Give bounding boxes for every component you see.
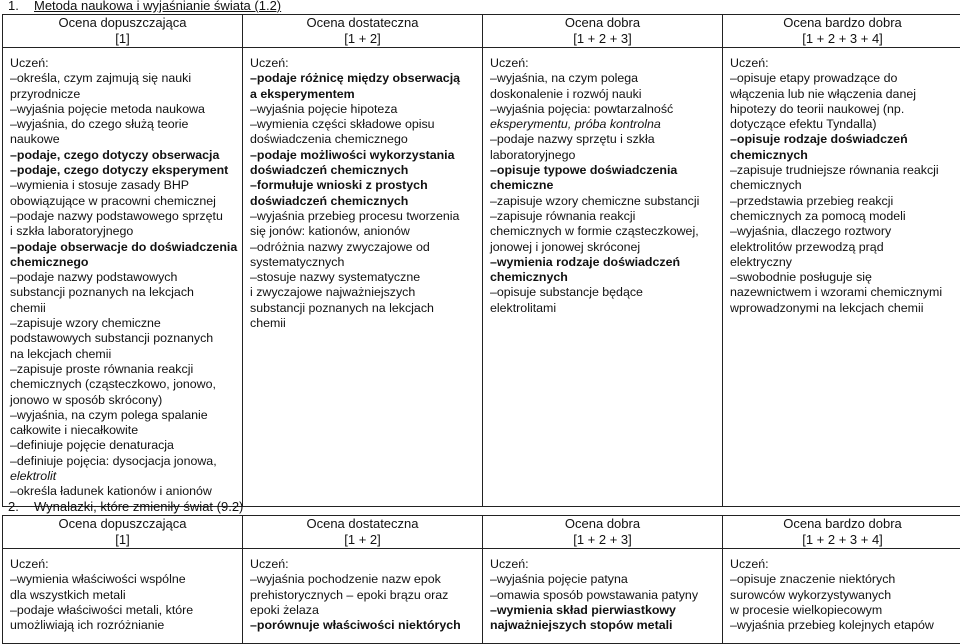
header-grade-1: Ocena dopuszczająca [1]	[3, 516, 243, 549]
header-row	[3, 15, 960, 48]
requirement-line: substancji poznanych na lekcjach	[10, 285, 242, 300]
requirement-line: –wymienia właściwości wspólne	[10, 572, 242, 587]
requirement-line: elektryczny	[730, 255, 960, 270]
grades-table-2	[2, 515, 960, 644]
requirement-line: dla wszystkich metali	[10, 588, 242, 603]
requirement-line: –wyjaśnia, dlaczego roztwory	[730, 224, 960, 239]
requirement-line: hipotezy do teorii naukowej (np.	[730, 102, 960, 117]
requirement-line: –wyjaśnia pojęcie hipoteza	[250, 102, 482, 117]
section-2-title	[8, 499, 243, 515]
header-grade-2: Ocena dostateczna [1 + 2]	[243, 15, 483, 48]
header-grade-3: Ocena dobra [1 + 2 + 3]	[483, 516, 723, 549]
header-grade-1: Ocena dopuszczająca [1]	[3, 15, 243, 48]
requirement-line: –opisuje typowe doświadczenia	[490, 163, 722, 178]
requirement-line: –definiuje pojęcia: dysocjacja jonowa,	[10, 454, 242, 469]
requirement-line: chemicznego	[10, 255, 242, 270]
requirement-line: –przedstawia przebieg reakcji	[730, 194, 960, 209]
requirement-line: –opisuje substancje będące	[490, 285, 722, 300]
requirements-cell	[243, 48, 483, 507]
requirement-line: –zapisuje wzory chemiczne	[10, 316, 242, 331]
requirements-row	[3, 48, 960, 507]
requirement-line: –opisuje etapy prowadzące do	[730, 71, 960, 86]
requirement-line: i zwyczajowe najważniejszych	[250, 285, 482, 300]
requirements-cell	[3, 549, 243, 644]
section-1-title	[8, 0, 281, 14]
section-heading: Metoda naukowa i wyjaśnianie świata (1.2)	[34, 0, 281, 13]
requirement-line: elektrolitami	[490, 301, 722, 316]
requirement-line: –formułuje wnioski z prostych	[250, 178, 482, 193]
section-number: 1.	[8, 0, 34, 14]
requirement-line: chemii	[10, 301, 242, 316]
requirement-line: a eksperymentem	[250, 87, 482, 102]
requirement-line: naukowe	[10, 132, 242, 147]
requirement-line: –podaje, czego dotyczy eksperyment	[10, 163, 242, 178]
requirement-line: –opisuje rodzaje doświadczeń	[730, 132, 960, 147]
requirement-line: elektrolit	[10, 469, 242, 484]
student-label: Uczeń:	[10, 56, 242, 71]
requirement-line: –podaje obserwacje do doświadczenia	[10, 240, 242, 255]
requirement-line: –wyjaśnia pochodzenie nazw epok	[250, 572, 482, 587]
requirements-row	[3, 549, 960, 644]
requirement-line: substancji poznanych na lekcjach	[250, 301, 482, 316]
requirement-line: –porównuje właściwości niektórych	[250, 618, 482, 633]
requirement-line: –podaje nazwy sprzętu i szkła	[490, 132, 722, 147]
student-label: Uczeń:	[730, 56, 960, 71]
requirement-line: umożliwiają ich rozróżnianie	[10, 618, 242, 633]
section-number: 2.	[8, 499, 34, 515]
requirement-line: –określa ładunek kationów i anionów	[10, 484, 242, 499]
requirement-line: w procesie wielkopiecowym	[730, 603, 960, 618]
requirement-line: i szkła laboratoryjnego	[10, 224, 242, 239]
requirement-line: –podaje właściwości metali, które	[10, 603, 242, 618]
requirement-line: –podaje, czego dotyczy obserwacja	[10, 148, 242, 163]
student-label: Uczeń:	[730, 557, 960, 572]
student-label: Uczeń:	[250, 56, 482, 71]
requirement-line: wprowadzonymi na lekcjach chemii	[730, 301, 960, 316]
header-row	[3, 516, 960, 549]
requirement-line: chemiczne	[490, 178, 722, 193]
requirement-line: –wyjaśnia, na czym polega	[490, 71, 722, 86]
requirements-cell	[483, 549, 723, 644]
requirement-line: –odróżnia nazwy zwyczajowe od	[250, 240, 482, 255]
requirement-line: całkowite i niecałkowite	[10, 423, 242, 438]
requirement-line: chemicznych	[490, 270, 722, 285]
requirement-line: –swobodnie posługuje się	[730, 270, 960, 285]
requirement-line: elektrolitów przewodzą prąd	[730, 240, 960, 255]
requirement-line: chemicznych w formie cząsteczkowej,	[490, 224, 722, 239]
requirement-line: jonowo w sposób skrócony)	[10, 393, 242, 408]
requirement-line: chemicznych (cząsteczkowo, jonowo,	[10, 377, 242, 392]
requirements-cell	[723, 549, 960, 644]
requirement-line: chemicznych	[730, 178, 960, 193]
requirement-line: –wymienia części składowe opisu	[250, 117, 482, 132]
section-heading: Wynalazki, które zmieniły świat (9.2)	[34, 499, 243, 514]
requirement-line: –podaje możliwości wykorzystania	[250, 148, 482, 163]
requirement-line: doskonalenie i rozwój nauki	[490, 87, 722, 102]
requirement-line: przyrodnicze	[10, 87, 242, 102]
requirement-line: –wymienia rodzaje doświadczeń	[490, 255, 722, 270]
header-grade-4: Ocena bardzo dobra [1 + 2 + 3 + 4]	[723, 516, 960, 549]
requirement-line: –wyjaśnia pojęcie patyna	[490, 572, 722, 587]
requirement-line: najważniejszych stopów metali	[490, 618, 722, 633]
requirements-cell	[483, 48, 723, 507]
grades-table-1	[2, 14, 960, 507]
header-grade-3: Ocena dobra [1 + 2 + 3]	[483, 15, 723, 48]
requirement-line: –zapisuje proste równania reakcji	[10, 362, 242, 377]
requirement-line: systematycznych	[250, 255, 482, 270]
requirement-line: na lekcjach chemii	[10, 347, 242, 362]
requirement-line: jonowej i jonowej skróconej	[490, 240, 722, 255]
requirement-line: –stosuje nazwy systematyczne	[250, 270, 482, 285]
header-grade-4: Ocena bardzo dobra [1 + 2 + 3 + 4]	[723, 15, 960, 48]
requirement-line: chemii	[250, 316, 482, 331]
requirement-line: –podaje nazwy podstawowych	[10, 270, 242, 285]
requirement-line: –zapisuje równania reakcji	[490, 209, 722, 224]
requirement-line: –wyjaśnia, do czego służą teorie	[10, 117, 242, 132]
requirement-line: –zapisuje wzory chemiczne substancji	[490, 194, 722, 209]
requirement-line: –wyjaśnia przebieg kolejnych etapów	[730, 618, 960, 633]
requirement-line: –wyjaśnia, na czym polega spalanie	[10, 408, 242, 423]
requirement-line: –podaje różnicę między obserwacją	[250, 71, 482, 86]
student-label: Uczeń:	[490, 56, 722, 71]
requirement-line: –wymienia i stosuje zasady BHP	[10, 178, 242, 193]
requirement-line: –wymienia skład pierwiastkowy	[490, 603, 722, 618]
requirement-line: doświadczeń chemicznych	[250, 163, 482, 178]
requirement-line: prehistorycznych – epoki brązu oraz	[250, 588, 482, 603]
requirement-line: chemicznych	[730, 148, 960, 163]
requirement-line: chemicznych za pomocą modeli	[730, 209, 960, 224]
requirement-line: –definiuje pojęcie denaturacja	[10, 438, 242, 453]
requirement-line: –wyjaśnia pojęcia: powtarzalność	[490, 102, 722, 117]
requirement-line: włączenia lub nie włączenia danej	[730, 87, 960, 102]
requirement-line: doświadczenia chemicznego	[250, 132, 482, 147]
requirement-line: laboratoryjnego	[490, 148, 722, 163]
requirement-line: –opisuje znaczenie niektórych	[730, 572, 960, 587]
requirement-line: –określa, czym zajmują się nauki	[10, 71, 242, 86]
requirement-line: nazewnictwem i wzorami chemicznymi	[730, 285, 960, 300]
student-label: Uczeń:	[250, 557, 482, 572]
requirement-line: surowców wykorzystywanych	[730, 588, 960, 603]
requirement-line: dotyczące efektu Tyndalla)	[730, 117, 960, 132]
requirement-line: doświadczeń chemicznych	[250, 194, 482, 209]
requirements-cell	[243, 549, 483, 644]
requirement-line: epoki żelaza	[250, 603, 482, 618]
requirement-line: podstawowych substancji poznanych	[10, 331, 242, 346]
requirement-line: –omawia sposób powstawania patyny	[490, 588, 722, 603]
requirement-line: –wyjaśnia przebieg procesu tworzenia	[250, 209, 482, 224]
requirement-line: eksperymentu, próba kontrolna	[490, 117, 722, 132]
requirement-line: –zapisuje trudniejsze równania reakcji	[730, 163, 960, 178]
requirements-cell	[3, 48, 243, 507]
requirement-line: –wyjaśnia pojęcie metoda naukowa	[10, 102, 242, 117]
student-label: Uczeń:	[10, 557, 242, 572]
requirement-line: –podaje nazwy podstawowego sprzętu	[10, 209, 242, 224]
requirements-cell	[723, 48, 960, 507]
student-label: Uczeń:	[490, 557, 722, 572]
header-grade-2: Ocena dostateczna [1 + 2]	[243, 516, 483, 549]
requirement-line: obowiązujące w pracowni chemicznej	[10, 194, 242, 209]
requirement-line: się jonów: kationów, anionów	[250, 224, 482, 239]
